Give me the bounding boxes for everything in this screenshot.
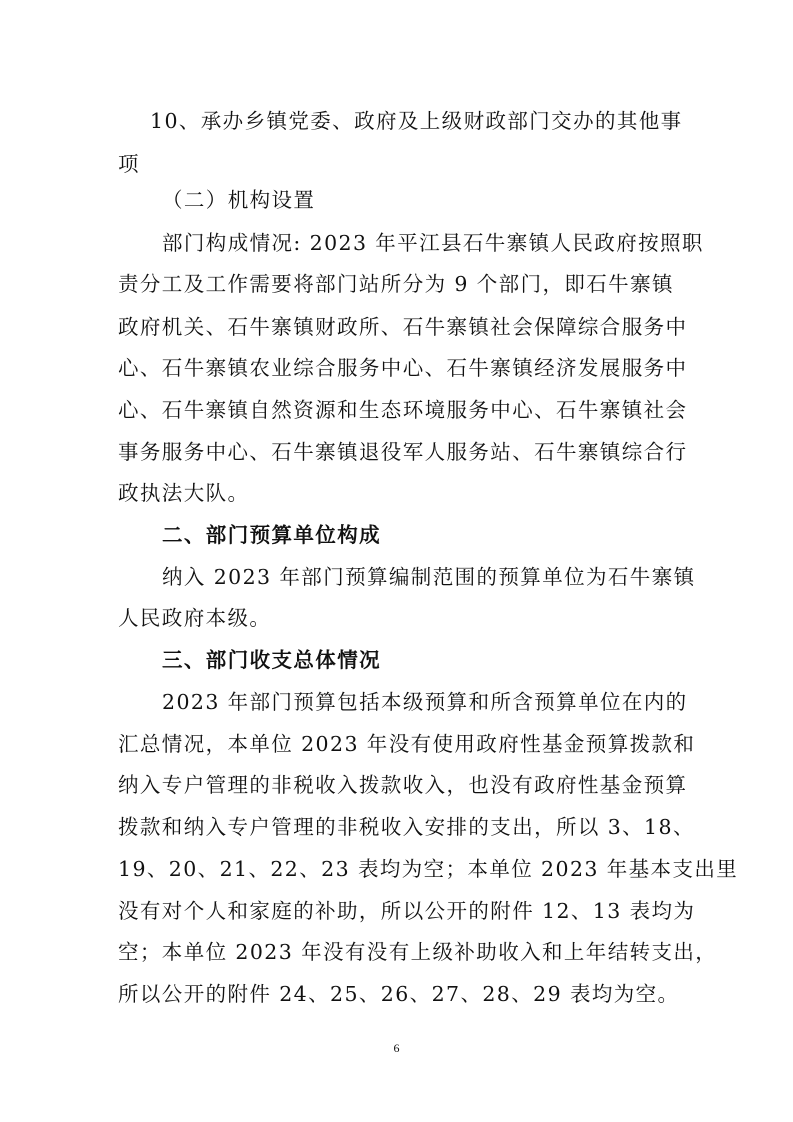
section-heading: 三、部门收支总体情况 bbox=[162, 648, 381, 672]
paragraph-line: 部门构成情况: 2023 年平江县石牛寨镇人民政府按照职 bbox=[162, 231, 704, 255]
paragraph-line: 心、石牛寨镇农业综合服务中心、石牛寨镇经济发展服务中 bbox=[118, 356, 688, 380]
paragraph-line: 政府机关、石牛寨镇财政所、石牛寨镇社会保障综合服务中 bbox=[118, 315, 688, 339]
paragraph-line: 2023 年部门预算包括本级预算和所含预算单位在内的 bbox=[162, 690, 688, 714]
section-heading: （二）机构设置 bbox=[162, 188, 316, 212]
paragraph-line: 责分工及工作需要将部门站所分为 9 个部门，即石牛寨镇 bbox=[118, 272, 674, 296]
paragraph-line: 事务服务中心、石牛寨镇退役军人服务站、石牛寨镇综合行 bbox=[118, 440, 688, 464]
paragraph-line: 心、石牛寨镇自然资源和生态环境服务中心、石牛寨镇社会 bbox=[118, 398, 688, 422]
paragraph-line: 纳入专户管理的非税收入拨款收入，也没有政府性基金预算 bbox=[118, 773, 688, 797]
paragraph-line: 项 bbox=[118, 152, 140, 176]
paragraph-line: 空；本单位 2023 年没有没有上级补助收入和上年结转支出， bbox=[118, 940, 718, 964]
paragraph-line: 所以公开的附件 24、25、26、27、28、29 表均为空。 bbox=[118, 982, 680, 1006]
paragraph-line: 人民政府本级。 bbox=[118, 606, 272, 630]
paragraph-line: 拨款和纳入专户管理的非税收入安排的支出，所以 3、18、 bbox=[118, 815, 695, 839]
paragraph-line: 政执法大队。 bbox=[118, 481, 250, 505]
paragraph-line: 没有对个人和家庭的补助，所以公开的附件 12、13 表均为 bbox=[118, 899, 696, 923]
paragraph-line: 汇总情况，本单位 2023 年没有使用政府性基金预算拨款和 bbox=[118, 732, 696, 756]
paragraph-line: 19、20、21、22、23 表均为空；本单位 2023 年基本支出里 bbox=[118, 857, 739, 881]
paragraph-line: 纳入 2023 年部门预算编制范围的预算单位为石牛寨镇 bbox=[162, 565, 696, 589]
page-number: 6 bbox=[393, 1041, 400, 1055]
section-heading: 二、部门预算单位构成 bbox=[162, 523, 381, 547]
paragraph-line: 10、承办乡镇党委、政府及上级财政部门交办的其他事 bbox=[150, 109, 683, 133]
